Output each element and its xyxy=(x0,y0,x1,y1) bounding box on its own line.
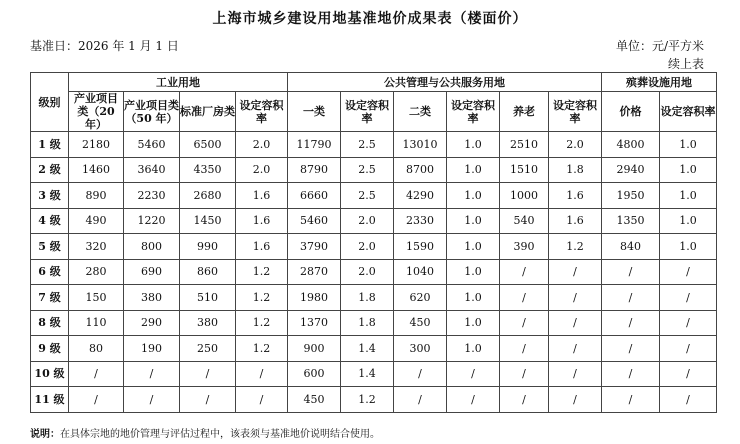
table-row xyxy=(31,259,717,285)
table-cell: 290 xyxy=(124,310,180,336)
page-title: 上海市城乡建设用地基准地价成果表（楼面价） xyxy=(212,11,528,27)
table-body xyxy=(31,132,717,413)
table-cell: / xyxy=(500,336,549,362)
table-cell: / xyxy=(660,259,717,285)
table-cell: 1.4 xyxy=(341,336,394,362)
price-table xyxy=(30,72,717,413)
table-cell: 990 xyxy=(180,234,236,260)
table-cell: 1.0 xyxy=(447,310,500,336)
table-cell: / xyxy=(549,310,602,336)
table-cell: / xyxy=(236,361,288,387)
header-col-2: 标准厂房类 xyxy=(180,92,236,132)
table-cell: 1980 xyxy=(288,285,341,311)
table-cell: 1.0 xyxy=(447,285,500,311)
table-cell: 860 xyxy=(180,259,236,285)
table-row xyxy=(31,157,717,183)
header-group-industrial: 工业用地 xyxy=(69,73,288,92)
header-col-11: 设定容积率 xyxy=(660,92,717,132)
table-cell: 11790 xyxy=(288,132,341,158)
table-cell: 600 xyxy=(288,361,341,387)
table-row xyxy=(31,234,717,260)
table-cell: 2.0 xyxy=(341,234,394,260)
table-cell: 1.8 xyxy=(341,285,394,311)
header-col-5: 设定容积率 xyxy=(341,92,394,132)
table-cell: 1510 xyxy=(500,157,549,183)
row-level-cell: 8 级 xyxy=(31,310,69,336)
table-cell: 2.0 xyxy=(236,157,288,183)
table-cell: / xyxy=(500,259,549,285)
table-cell: 1.0 xyxy=(447,132,500,158)
table-cell: 2.5 xyxy=(341,157,394,183)
table-cell: 690 xyxy=(124,259,180,285)
table-cell: / xyxy=(602,336,660,362)
table-cell: 2870 xyxy=(288,259,341,285)
table-cell: 2.0 xyxy=(341,208,394,234)
table-row xyxy=(31,132,717,158)
table-cell: 2.0 xyxy=(236,132,288,158)
table-cell: 2.0 xyxy=(341,259,394,285)
table-cell: / xyxy=(602,387,660,413)
table-cell: / xyxy=(394,387,447,413)
row-level-cell: 10 级 xyxy=(31,361,69,387)
table-cell: 150 xyxy=(69,285,124,311)
table-cell: 540 xyxy=(500,208,549,234)
header-row-groups xyxy=(31,73,717,92)
header-col-7: 设定容积率 xyxy=(447,92,500,132)
table-cell: / xyxy=(124,361,180,387)
table-cell: 1.0 xyxy=(447,259,500,285)
table-row xyxy=(31,285,717,311)
row-level-cell: 6 级 xyxy=(31,259,69,285)
header-group-public: 公共管理与公共服务用地 xyxy=(288,73,602,92)
unit-label: 单位：元/平方米 xyxy=(615,39,704,53)
table-cell: 800 xyxy=(124,234,180,260)
table-cell: / xyxy=(236,387,288,413)
meta-right xyxy=(616,37,704,73)
table-cell: 1.2 xyxy=(236,285,288,311)
header-col-1: 产业项目类（50 年） xyxy=(124,92,180,132)
header-col-9: 设定容积率 xyxy=(549,92,602,132)
table-cell: 1.6 xyxy=(236,208,288,234)
row-level-cell: 9 级 xyxy=(31,336,69,362)
table-cell: 110 xyxy=(69,310,124,336)
table-cell: 1350 xyxy=(602,208,660,234)
header-col-0: 产业项目类（20 年） xyxy=(69,92,124,132)
table-cell: 280 xyxy=(69,259,124,285)
table-cell: 6660 xyxy=(288,183,341,209)
row-level-cell: 4 级 xyxy=(31,208,69,234)
table-cell: / xyxy=(660,361,717,387)
table-cell: / xyxy=(602,259,660,285)
row-level-cell: 5 级 xyxy=(31,234,69,260)
table-cell: 1.2 xyxy=(549,234,602,260)
header-col-4: 一类 xyxy=(288,92,341,132)
table-cell: / xyxy=(180,387,236,413)
table-cell: 1370 xyxy=(288,310,341,336)
price-table-wrap xyxy=(30,72,716,413)
table-cell: 1.0 xyxy=(660,132,717,158)
table-cell: 450 xyxy=(394,310,447,336)
table-cell: 1.6 xyxy=(549,183,602,209)
table-row xyxy=(31,208,717,234)
table-cell: 1.0 xyxy=(660,234,717,260)
table-row xyxy=(31,361,717,387)
table-cell: 3640 xyxy=(124,157,180,183)
table-cell: / xyxy=(500,310,549,336)
table-cell: / xyxy=(69,387,124,413)
table-cell: 4800 xyxy=(602,132,660,158)
table-cell: 80 xyxy=(69,336,124,362)
table-cell: 1.6 xyxy=(236,183,288,209)
table-cell: 190 xyxy=(124,336,180,362)
table-cell: 320 xyxy=(69,234,124,260)
table-cell: 300 xyxy=(394,336,447,362)
table-cell: 2.5 xyxy=(341,132,394,158)
table-cell: 380 xyxy=(124,285,180,311)
table-cell: 1220 xyxy=(124,208,180,234)
header-col-8: 养老 xyxy=(500,92,549,132)
table-cell: 1.0 xyxy=(447,183,500,209)
table-cell: 1.0 xyxy=(660,183,717,209)
table-cell: 1450 xyxy=(180,208,236,234)
table-cell: / xyxy=(602,285,660,311)
table-cell: 1000 xyxy=(500,183,549,209)
table-cell: 8700 xyxy=(394,157,447,183)
table-cell: 1.4 xyxy=(341,361,394,387)
table-cell: 380 xyxy=(180,310,236,336)
table-cell: / xyxy=(660,336,717,362)
row-level-cell: 2 级 xyxy=(31,157,69,183)
table-cell: / xyxy=(500,361,549,387)
table-row xyxy=(31,336,717,362)
table-cell: / xyxy=(549,361,602,387)
table-cell: / xyxy=(602,361,660,387)
table-cell: 2510 xyxy=(500,132,549,158)
table-cell: / xyxy=(549,259,602,285)
table-cell: / xyxy=(500,387,549,413)
table-cell: / xyxy=(69,361,124,387)
table-cell: 900 xyxy=(288,336,341,362)
table-cell: 2330 xyxy=(394,208,447,234)
table-cell: 510 xyxy=(180,285,236,311)
table-cell: / xyxy=(660,310,717,336)
table-cell: 1.8 xyxy=(341,310,394,336)
table-cell: 2680 xyxy=(180,183,236,209)
header-col-10: 价格 xyxy=(602,92,660,132)
table-cell: 2180 xyxy=(69,132,124,158)
table-cell: / xyxy=(549,285,602,311)
footnote-text: 在具体宗地的地价管理与评估过程中，该表须与基准地价说明结合使用。 xyxy=(60,429,380,440)
table-cell: / xyxy=(447,387,500,413)
table-cell: / xyxy=(549,336,602,362)
table-cell: 5460 xyxy=(124,132,180,158)
table-cell: 1.0 xyxy=(447,208,500,234)
table-cell: 1.0 xyxy=(447,336,500,362)
table-cell: 6500 xyxy=(180,132,236,158)
table-cell: 2.0 xyxy=(549,132,602,158)
table-cell: 890 xyxy=(69,183,124,209)
table-cell: / xyxy=(660,285,717,311)
table-cell: 1950 xyxy=(602,183,660,209)
table-cell: 1.0 xyxy=(660,208,717,234)
header-group-funeral: 殡葬设施用地 xyxy=(602,73,717,92)
table-cell: 4290 xyxy=(394,183,447,209)
table-cell: 5460 xyxy=(288,208,341,234)
table-cell: 1.0 xyxy=(447,157,500,183)
row-level-cell: 3 级 xyxy=(31,183,69,209)
table-cell: 1.2 xyxy=(236,259,288,285)
table-row xyxy=(31,387,717,413)
row-level-cell: 11 级 xyxy=(31,387,69,413)
table-cell: 1.8 xyxy=(549,157,602,183)
table-cell: / xyxy=(602,310,660,336)
table-cell: 1040 xyxy=(394,259,447,285)
table-cell: 3790 xyxy=(288,234,341,260)
footnote xyxy=(30,425,380,440)
table-cell: / xyxy=(549,387,602,413)
table-cell: 2.5 xyxy=(341,183,394,209)
table-cell: 13010 xyxy=(394,132,447,158)
table-cell: 1.2 xyxy=(236,336,288,362)
row-level-cell: 7 级 xyxy=(31,285,69,311)
table-cell: 1.6 xyxy=(549,208,602,234)
table-cell: / xyxy=(180,361,236,387)
table-cell: 1460 xyxy=(69,157,124,183)
table-row xyxy=(31,310,717,336)
table-cell: 2230 xyxy=(124,183,180,209)
table-cell: 1.2 xyxy=(341,387,394,413)
continued-label: 续上表 xyxy=(667,57,704,71)
row-level-cell: 1 级 xyxy=(31,132,69,158)
table-cell: 1.0 xyxy=(660,157,717,183)
table-cell: 8790 xyxy=(288,157,341,183)
header-level: 级别 xyxy=(31,73,69,132)
table-cell: 840 xyxy=(602,234,660,260)
header-row-cols xyxy=(31,92,717,132)
table-cell: / xyxy=(447,361,500,387)
header-col-3: 设定容积率 xyxy=(236,92,288,132)
table-cell: 4350 xyxy=(180,157,236,183)
table-cell: / xyxy=(660,387,717,413)
table-cell: 620 xyxy=(394,285,447,311)
table-cell: 1.6 xyxy=(236,234,288,260)
table-cell: 2940 xyxy=(602,157,660,183)
table-cell: 1.0 xyxy=(447,234,500,260)
table-cell: 490 xyxy=(69,208,124,234)
table-row xyxy=(31,183,717,209)
table-cell: / xyxy=(394,361,447,387)
table-cell: 250 xyxy=(180,336,236,362)
table-cell: 1590 xyxy=(394,234,447,260)
base-date: 基准日：2026 年 1 月 1 日 xyxy=(30,39,179,53)
table-cell: 1.2 xyxy=(236,310,288,336)
table-cell: / xyxy=(124,387,180,413)
header-col-6: 二类 xyxy=(394,92,447,132)
table-cell: / xyxy=(500,285,549,311)
table-cell: 450 xyxy=(288,387,341,413)
table-cell: 390 xyxy=(500,234,549,260)
footnote-label: 说明： xyxy=(30,429,60,440)
